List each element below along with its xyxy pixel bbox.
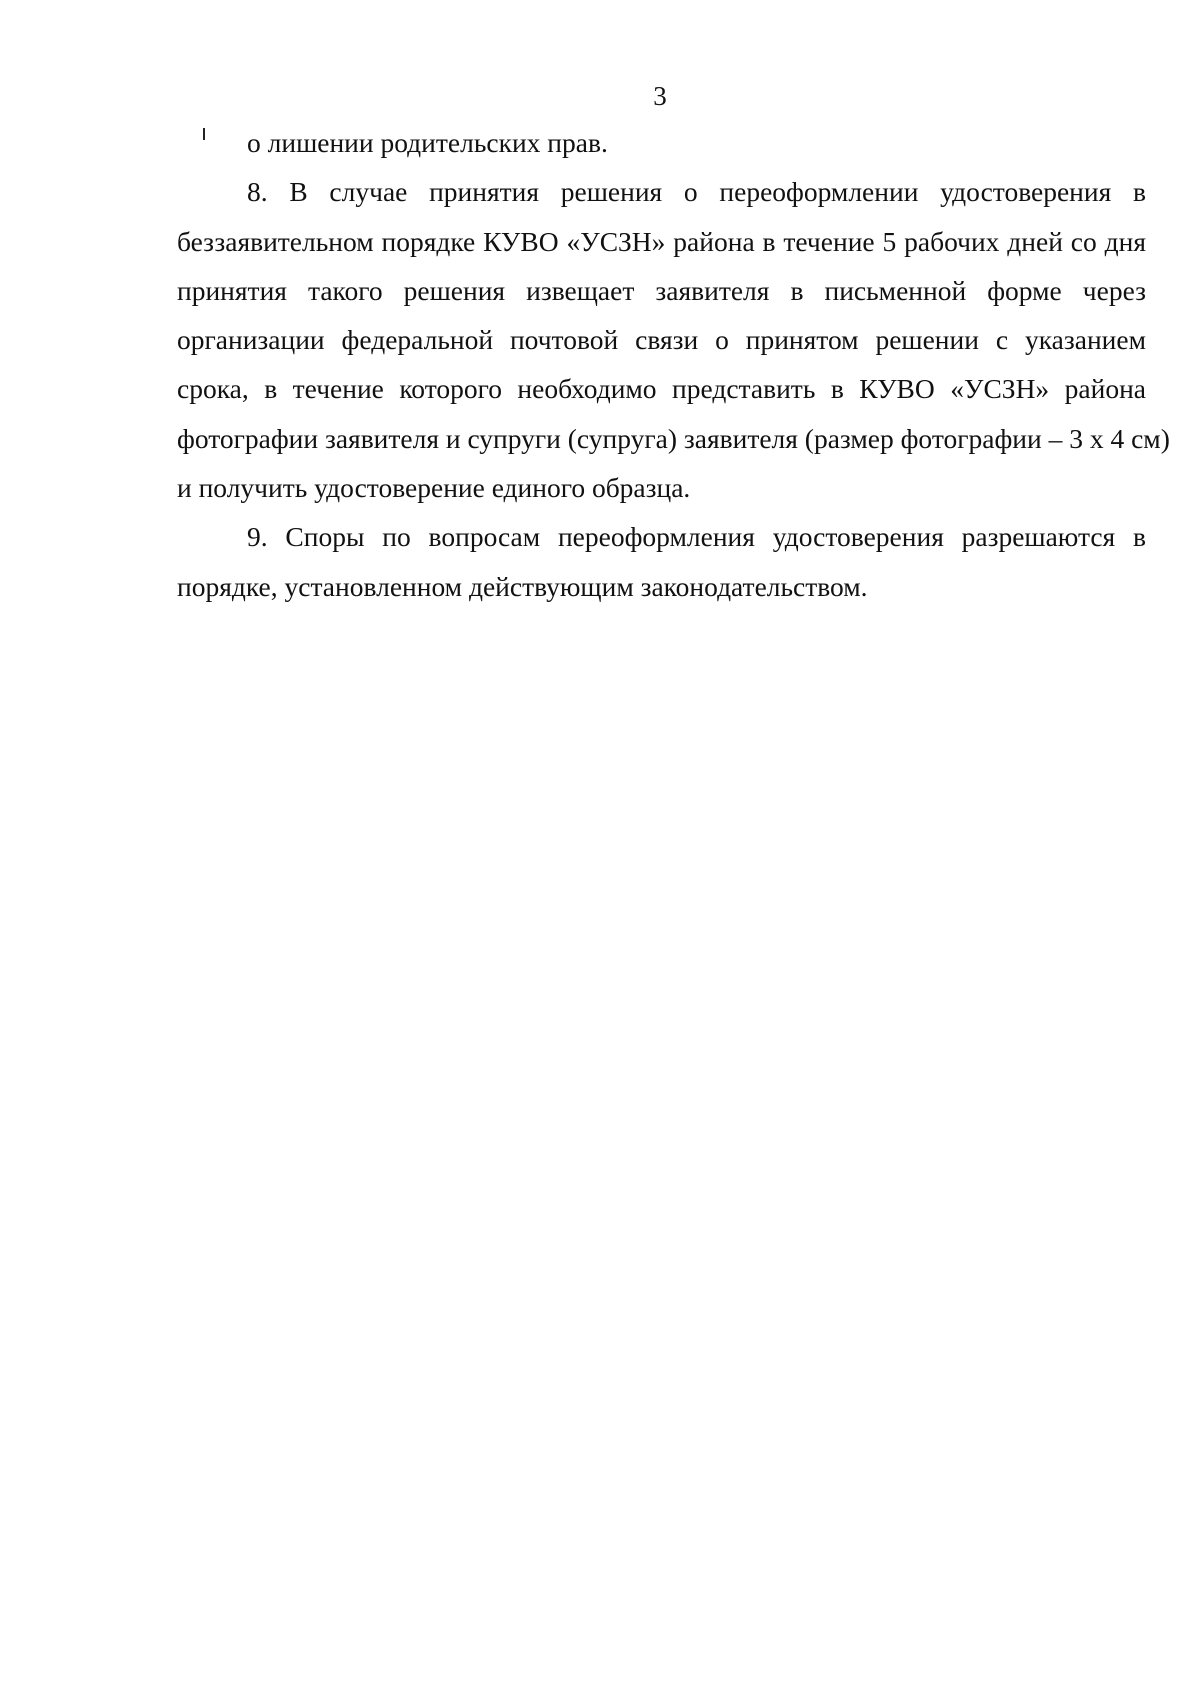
text-line: организации федеральной почтовой связи о принятом решении с указанием bbox=[177, 324, 1146, 356]
text-line: фотографии заявителя и супруги (супруга) заявителя (размер фотографии – 3 x 4 см) bbox=[177, 422, 1170, 454]
page-number: 3 bbox=[653, 81, 667, 111]
document-body bbox=[177, 118, 1170, 611]
text-line: беззаявительном порядке КУВО «УСЗН» района в течение 5 рабочих дней со дня bbox=[177, 225, 1146, 257]
paragraph-9 bbox=[177, 512, 1146, 611]
text-line: принятия такого решения извещает заявителя в письменной форме через bbox=[177, 274, 1146, 306]
text-line: порядке, установленном действующим законодательством. bbox=[177, 570, 868, 602]
text-line: и получить удостоверение единого образца. bbox=[177, 472, 691, 504]
text-line: 8. В случае принятия решения о переоформлении удостоверения в bbox=[247, 176, 1146, 208]
paragraph-continuation bbox=[177, 118, 1146, 167]
text-line: срока, в течение которого необходимо представить в КУВО «УСЗН» района bbox=[177, 373, 1146, 405]
text-line: о лишении родительских прав. bbox=[247, 127, 608, 158]
paragraph-8 bbox=[177, 167, 1170, 512]
text-line: 9. Споры по вопросам переоформления удостоверения разрешаются в bbox=[247, 521, 1146, 553]
